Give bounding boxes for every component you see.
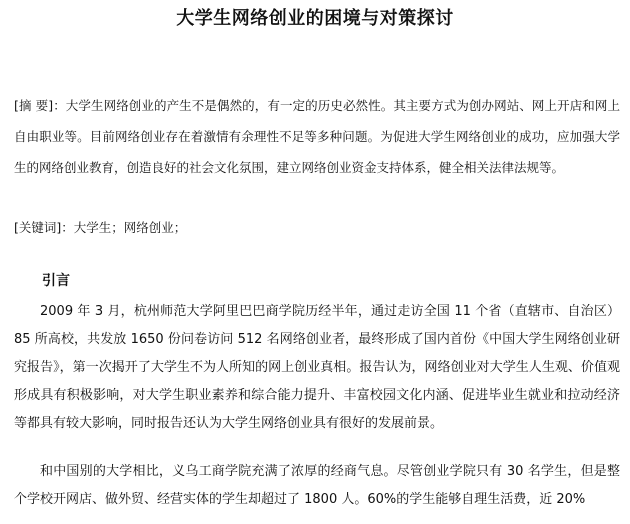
abstract-paragraph: [摘 要]：大学生网络创业的产生不是偶然的，有一定的历史必然性。其主要方式为创办网站、网上开店和网上自由职业等。目前网络创业存在着激情有余理性不足等多种问题。为促进大学生网络创业的成功，应加强大学生的网络创业教育，创造良好的社会文化氛围，建立网络创业资金支持体系，健全相关法律法规等。 [14,98,620,175]
introduction-heading: 引言 [42,273,70,289]
introduction-paragraph-2: 和中国别的大学相比，义乌工商学院充满了浓厚的经商气息。尽管创业学院只有 30 名学生，但是整个学校开网店、做外贸、经营实体的学生却超过了 1800 人。60%的学生能够自理生活费，近 20% [14,464,620,507]
document-title: 大学生网络创业的困境与对策探讨 [176,8,454,29]
keywords-line: [关键词]：大学生；网络创业； [14,220,187,235]
introduction-paragraph-1: 2009 年 3 月，杭州师范大学阿里巴巴商学院历经半年，通过走访全国 11 个省（直辖市、自治区）85 所高校，共发放 1650 份问卷访问 512 名网络创业者，最终形成了国内首份《中国大学生网络创业研究报告》，第一次揭开了大学生不为人所知的网上创业真相。报告认为，网络创业对大学生人生观、价值观形成具有积极影响，对大学生职业素养和综合能力提升、丰富校园文化内涵、促进毕业生就业和拉动经济等都具有较大影响，同时报告还认为大学生网络创业具有很好的发展前景。 [14,304,620,431]
